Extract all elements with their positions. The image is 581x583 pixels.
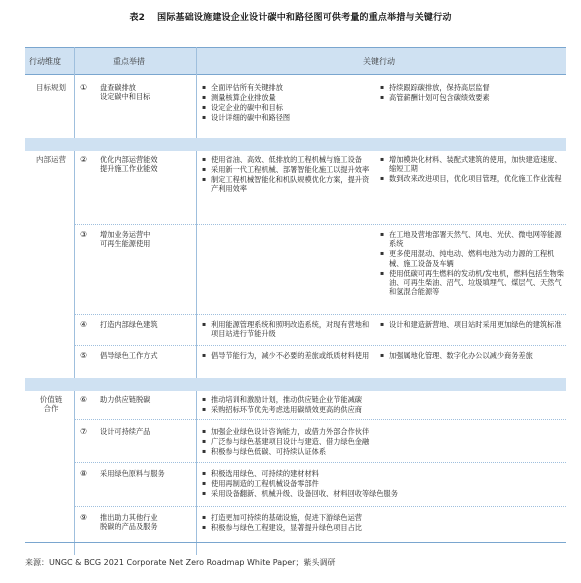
measure-text: 盘查碳排放 设定碳中和目标	[100, 83, 151, 102]
action-list-left	[202, 351, 372, 361]
action-list-right	[380, 155, 566, 184]
dimension-label: 价值链 合作	[39, 395, 63, 414]
list-item: ▪ 更多使用混动、纯电动、燃料电池为动力源的工程机械、施工设备及车辆	[380, 249, 566, 268]
action-list	[202, 513, 566, 533]
list-item: ▪ 积极参与绿色工程建设，显著提升绿色项目占比	[202, 523, 566, 532]
list-item: ▪ 积极选用绿色、可持续的建材材料	[202, 469, 566, 478]
measure-number: ⑤	[80, 351, 88, 360]
measure-text: 采用绿色原料与服务	[100, 469, 165, 478]
list-item: ▪ 加强企业绿色设计咨询能力，或借力外部合作伙伴	[202, 427, 566, 436]
measure-number: ①	[80, 83, 88, 92]
list-item: ▪ 在工地及营地部署天然气、风电、光伏、微电网等能源系统	[380, 230, 566, 249]
measure-number: ⑨	[80, 513, 88, 522]
measure-text: 设计可持续产品	[100, 427, 151, 436]
list-item: ▪ 设计详细的碳中和路径图	[202, 113, 362, 122]
list-item: ▪ 使用低碳可再生燃料的发动机/发电机，燃料包括生物柴油、可再生柴油、沼气、垃圾填埋气、煤层气、天然气和氢混合能源等	[380, 269, 566, 297]
list-item: ▪ 全面评估所有关键排放	[202, 83, 362, 92]
list-item: ▪ 采购招标环节优先考虑选用碳绩效更高的供应商	[202, 405, 566, 414]
measure-number: ④	[80, 320, 88, 329]
header-measure: 重点举措	[113, 57, 145, 66]
column-divider	[74, 47, 75, 555]
row-divider	[74, 462, 566, 463]
table-title-text: 国际基础设施建设企业设计碳中和路径图可供考量的重点举措与关键行动	[157, 13, 452, 23]
measure-number: ⑦	[80, 427, 88, 436]
action-list	[202, 469, 566, 499]
list-item: ▪ 倡导节能行为，减少不必要的差旅或纸质材料使用	[202, 351, 372, 360]
action-list-left	[202, 320, 372, 339]
measure-number: ⑧	[80, 469, 88, 478]
measure-number: ②	[80, 155, 88, 164]
measure-text: 打造内部绿色建筑	[100, 320, 158, 329]
list-item: ▪ 采用新一代工程机械、部署智能化施工以提升效率	[202, 165, 372, 174]
list-item: ▪ 持续跟踪碳排放，保持高层监督	[380, 83, 566, 92]
row-divider	[74, 345, 566, 346]
list-item: ▪ 设定企业的碳中和目标	[202, 103, 362, 112]
action-list	[202, 395, 566, 415]
list-item: ▪ 增加模块化材料、装配式建筑的使用，加快建造速度、缩短工期	[380, 155, 566, 174]
dimension-label: 内部运营	[36, 155, 66, 164]
measure-text: 助力供应链脱碳	[100, 395, 151, 404]
list-item: ▪ 数到改来改进项目，优化项目管理，优化施工作业流程	[380, 174, 566, 183]
column-divider	[196, 47, 197, 555]
row-divider	[74, 224, 566, 225]
list-item: ▪ 加强属地化管理、数字化办公以减少商务差旅	[380, 351, 566, 360]
row-divider	[74, 314, 566, 315]
table-header	[25, 47, 566, 75]
header-dimension: 行动维度	[29, 57, 61, 66]
group-separator-band	[25, 378, 566, 391]
list-item: ▪ 打造更加可持续的基础设施，促进下游绿色运营	[202, 513, 566, 522]
list-item: ▪ 推动培训和激励计划，推动供应链企业节能减碳	[202, 395, 566, 404]
row-divider	[74, 506, 566, 507]
action-list-left	[202, 155, 372, 194]
list-item: ▪ 使用省油、高效、低排放的工程机械与施工设备	[202, 155, 372, 164]
measure-text: 倡导绿色工作方式	[100, 351, 158, 360]
action-list-right	[380, 320, 566, 330]
table-bottom-rule	[25, 542, 566, 543]
table-title	[0, 10, 581, 23]
list-item: ▪ 制定工程机械智能化和机队规模优化方案，提升资产利用效率	[202, 175, 372, 194]
action-list	[202, 427, 566, 457]
measure-text: 优化内部运营能效 提升施工作业能效	[100, 155, 158, 174]
measure-number: ③	[80, 230, 88, 239]
measure-text: 推出助力其他行业 脱碳的产品及服务	[100, 513, 158, 532]
list-item: ▪ 采用设备翻新、机械升级、设备回收、材料回收等绿色服务	[202, 489, 566, 498]
table-number: 表2	[129, 13, 146, 23]
measure-number: ⑥	[80, 395, 88, 404]
list-item: ▪ 积极参与绿色低碳、可持续认证体系	[202, 447, 566, 456]
list-item: ▪ 使用再制造的工程机械设备零部件	[202, 479, 566, 488]
action-list-right	[380, 83, 566, 103]
header-action: 关键行动	[363, 57, 395, 66]
group-separator-band	[25, 138, 566, 151]
dimension-label: 目标规划	[36, 83, 66, 92]
list-item: ▪ 测量核算企业排放量	[202, 93, 362, 102]
list-item: ▪ 设计和建造新营地、项目站时采用更加绿色的建筑标准	[380, 320, 566, 329]
source-note: 来源：UNGC & BCG 2021 Corporate Net Zero Roadmap White Paper；紫头调研	[25, 558, 336, 567]
row-divider	[74, 419, 566, 420]
list-item: ▪ 广泛参与绿色基建项目设计与建造、借力绿色金融	[202, 437, 566, 446]
action-list-left	[202, 83, 362, 123]
list-item: ▪ 高管薪酬计划可包含碳绩效要素	[380, 93, 566, 102]
measure-text: 增加业务运营中 可再生能源使用	[100, 230, 151, 249]
list-item: ▪ 利用能源管理系统和照明改造系统，对现有营地和项目站进行节能升级	[202, 320, 372, 339]
action-list-right	[380, 230, 566, 297]
action-list-right	[380, 351, 566, 361]
